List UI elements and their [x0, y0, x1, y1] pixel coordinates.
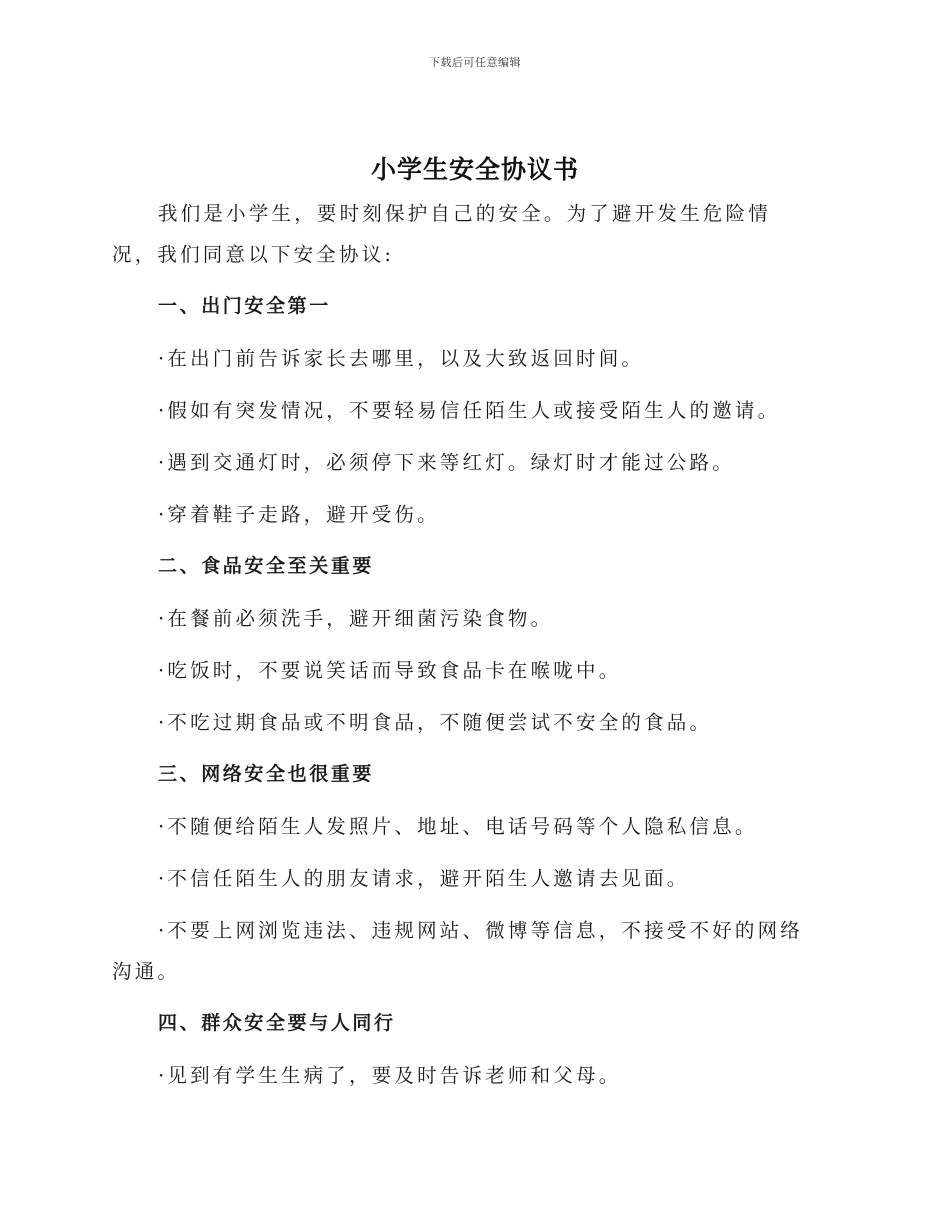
list-item: ·见到有学生生病了，要及时告诉老师和父母。: [158, 1064, 622, 1087]
list-item: ·吃饭时，不要说笑话而导致食品卡在喉咙中。: [158, 659, 622, 682]
list-item: ·穿着鞋子走路，避开受伤。: [158, 503, 440, 526]
section-heading-4: 四、群众安全要与人同行: [158, 1012, 396, 1034]
header-note: 下载后可任意编辑: [429, 56, 521, 69]
list-item: ·不吃过期食品或不明食品，不随便尝试不安全的食品。: [158, 711, 713, 734]
list-item: ·不要上网浏览违法、违规网站、微博等信息，不接受不好的网络沟通。: [112, 919, 803, 983]
list-item: ·不随便给陌生人发照片、地址、电话号码等个人隐私信息。: [158, 815, 758, 838]
list-item: ·不信任陌生人的朋友请求，避开陌生人邀请去见面。: [158, 867, 690, 890]
document-body: [112, 193, 812, 1096]
list-item: ·在出门前告诉家长去哪里，以及大致返回时间。: [158, 347, 645, 370]
list-item: ·遇到交通灯时，必须停下来等红灯。绿灯时才能过公路。: [158, 451, 735, 474]
list-item: ·假如有突发情况，不要轻易信任陌生人或接受陌生人的邀请。: [158, 399, 781, 422]
list-item: ·在餐前必须洗手，避开细菌污染食物。: [158, 607, 554, 630]
section-heading-1: 一、出门安全第一: [158, 295, 331, 317]
document-title: 小学生安全协议书: [370, 155, 579, 184]
section-heading-3: 三、网络安全也很重要: [158, 763, 375, 785]
intro-paragraph: 我们是小学生，要时刻保护自己的安全。为了避开发生危险情况，我们同意以下安全协议:: [112, 202, 771, 266]
section-heading-2: 二、食品安全至关重要: [158, 555, 375, 577]
